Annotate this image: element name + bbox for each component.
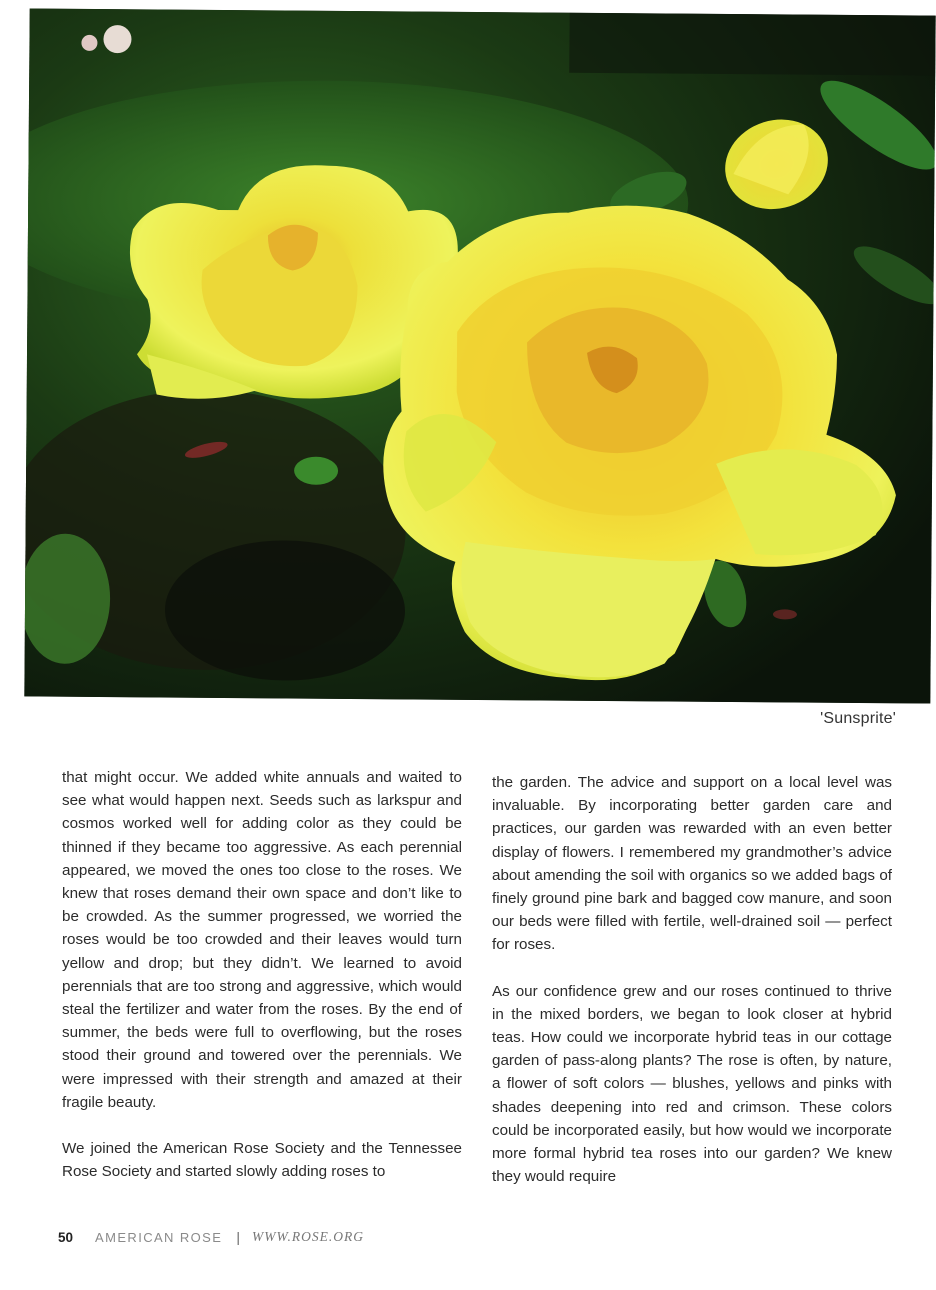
article-column-left (62, 766, 462, 1206)
paragraph: that might occur. We added white annuals and waited to see what would happen next. Seeds such as larkspur and cosmos worked well for adding color as they could be thinned if they became too aggressive. As each perennial appeared, we moved the ones too close to the roses. We knew that roses demand their own space and don’t like to be crowded. As the summer progressed, we worried the roses would be too crowded and their leaves would turn yellow and drop; but they didn’t. We learned to avoid perennials that are too strong and aggressive, which would steal the fertilizer and water from the roses. By the end of summer, the beds were full to overflowing, but the roses stood their ground and towered over the perennials. We were impressed with their strength and amazed at their fragile beauty. (62, 769, 462, 1111)
website-url: WWW.ROSE.ORG (251, 1229, 364, 1244)
paragraph: We joined the American Rose Society and the Tennessee Rose Society and started slowly adding roses to (62, 1140, 462, 1181)
article-column-right (492, 771, 892, 1211)
footer-separator: | (236, 1229, 240, 1245)
photo-caption: 'Sunsprite' (820, 710, 896, 727)
page-footer (58, 1229, 364, 1245)
page-number: 50 (58, 1229, 74, 1245)
paragraph: As our confidence grew and our roses continued to thrive in the mixed borders, we began to look closer at hybrid teas. How could we incorporate hybrid teas in our cottage garden of pass-along plants? The rose is often, by nature, a flower of soft colors — blushes, yellows and pinks with shades deepening into red and crimson. These colors could be incorporated easily, but how would we incorporate more formal hybrid tea roses into our garden? We knew they would require (492, 982, 892, 1186)
sunsprite-rose-illustration (24, 8, 935, 703)
magazine-name: AMERICAN ROSE (95, 1229, 223, 1245)
paragraph: the garden. The advice and support on a local level was invaluable. By incorporating better garden care and practices, our garden was rewarded with an even better display of flowers. I remembered my grandmother’s advice about amending the soil with organics so we added bags of finely ground pine bark and bagged cow manure, and soon our beds were filled with fertile, well-drained soil — perfect for roses. (492, 774, 892, 954)
rose-photo (24, 8, 935, 703)
